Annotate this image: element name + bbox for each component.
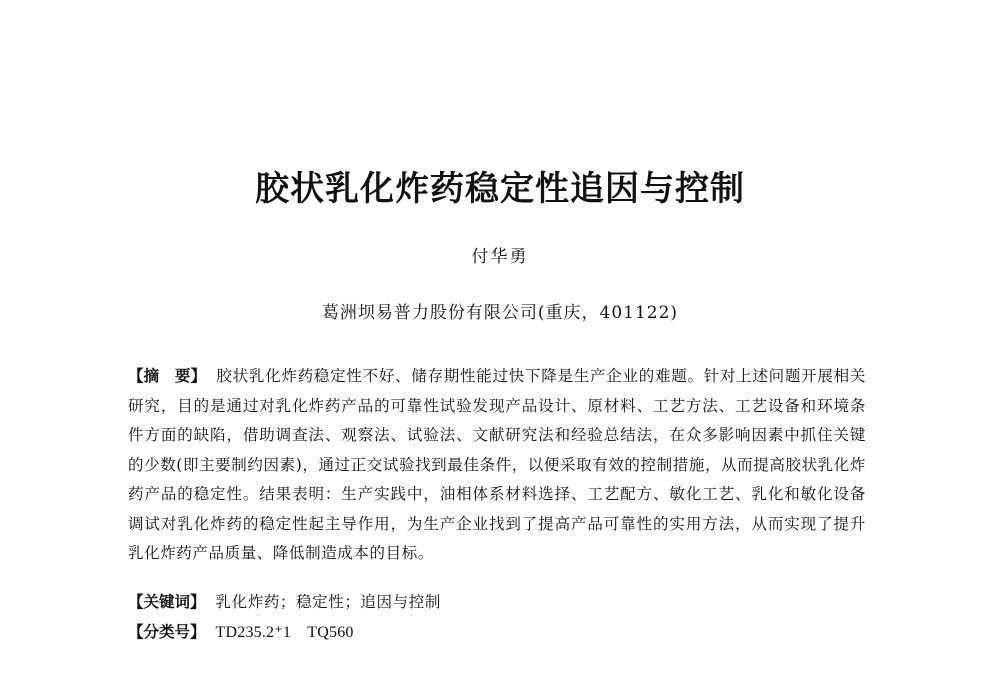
- paper-title: 胶状乳化炸药稳定性追因与控制: [255, 169, 745, 209]
- abstract-label: 【摘 要】: [128, 367, 207, 385]
- abstract-text: 胶状乳化炸药稳定性不好、储存期性能过快下降是生产企业的难题。针对上述问题开展相关研究，目的是通过对乳化炸药产品的可靠性试验发现产品设计、原材料、工艺方法、工艺设备和环境条件方面的缺陷，借助调查法、观察法、试验法、文献研究法和经验总结法，在众多影响因素中抓住关键的少数(即主要制约因素)，通过正交试验找到最佳条件，以便采取有效的控制措施，从而提高胶状乳化炸药产品的稳定性。结果表明：生产实践中，油相体系材料选择、工艺配方、敏化工艺、乳化和敏化设备调试对乳化炸药的稳定性起主导作用，为生产企业找到了提高产品可靠性的实用方法，从而实现了提升乳化炸药产品质量、降低制造成本的目标。: [128, 367, 866, 562]
- author-affiliation: 葛洲坝易普力股份有限公司(重庆，401122): [321, 303, 679, 323]
- abstract-section: [128, 362, 866, 569]
- keywords-section: [128, 589, 866, 615]
- classification-section: [128, 619, 866, 646]
- author-name: 付华勇: [471, 247, 529, 267]
- keywords-label: 【关键词】: [128, 593, 206, 611]
- classification-label: 【分类号】: [128, 623, 206, 641]
- keywords-text: 乳化炸药；稳定性；追因与控制: [215, 593, 441, 611]
- classification-text: TD235.2⁺1 TQ560: [215, 624, 354, 641]
